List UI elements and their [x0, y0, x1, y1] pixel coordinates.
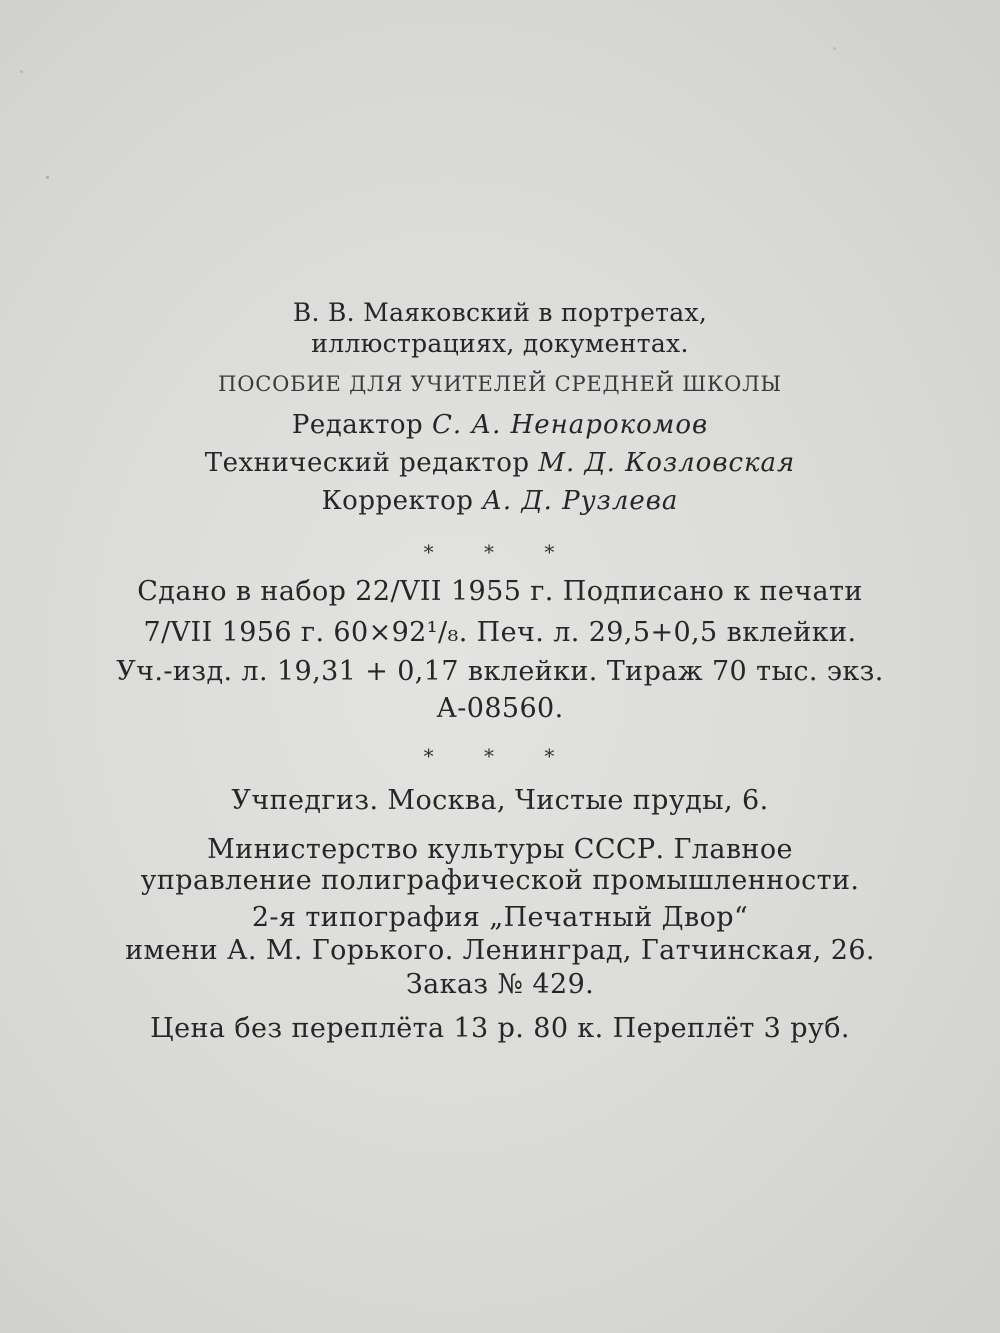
printer-line-1: 2-я типография „Печатный Двор“: [251, 902, 749, 933]
paper-speck: [20, 70, 23, 73]
tech-editor-credit: [0, 450, 1000, 476]
print-info-line-3: Уч.-изд. л. 19,31 + 0,17 вклейки. Тираж 70 тыс. экз.: [116, 656, 884, 687]
print-info-line-1: Сдано в набор 22/VII 1955 г. Подписано к печати: [137, 576, 863, 607]
price-line: Цена без переплёта 13 р. 80 к. Переплёт 3 руб.: [150, 1013, 850, 1044]
proofreader-role: Корректор: [321, 486, 474, 516]
order-number: Заказ № 429.: [405, 969, 595, 1000]
separator-asterisks: * * *: [423, 744, 577, 768]
tech-editor-role: Технический редактор: [204, 448, 530, 478]
editor-credit: [0, 412, 1000, 438]
paper-speck: [833, 47, 836, 50]
ministry-line-1: Министерство культуры СССР. Главное: [207, 834, 793, 865]
ministry-line-2: управление полиграфической промышленности.: [140, 865, 860, 896]
proofreader-credit: [0, 488, 1000, 514]
editor-name: С. А. Ненарокомов: [431, 410, 709, 440]
editor-role: Редактор: [291, 410, 424, 440]
print-info-line-4: А-08560.: [436, 693, 564, 724]
proofreader-name: А. Д. Рузлева: [482, 486, 679, 516]
printer-line-2: имени А. М. Горького. Ленинград, Гатчинская, 26.: [125, 935, 875, 966]
tech-editor-name: М. Д. Козловская: [538, 448, 796, 478]
book-subtitle: ПОСОБИЕ ДЛЯ УЧИТЕЛЕЙ СРЕДНЕЙ ШКОЛЫ: [218, 372, 782, 396]
publisher-address: Учпедгиз. Москва, Чистые пруды, 6.: [231, 785, 769, 816]
separator-asterisks: * * *: [423, 540, 577, 564]
print-info-line-2: 7/VII 1956 г. 60×92¹/₈. Печ. л. 29,5+0,5 вклейки.: [143, 617, 857, 648]
title-line-1: В. В. Маяковский в портретах,: [292, 298, 708, 327]
paper-speck: [46, 176, 49, 179]
title-line-2: иллюстрациях, документах.: [311, 329, 689, 358]
